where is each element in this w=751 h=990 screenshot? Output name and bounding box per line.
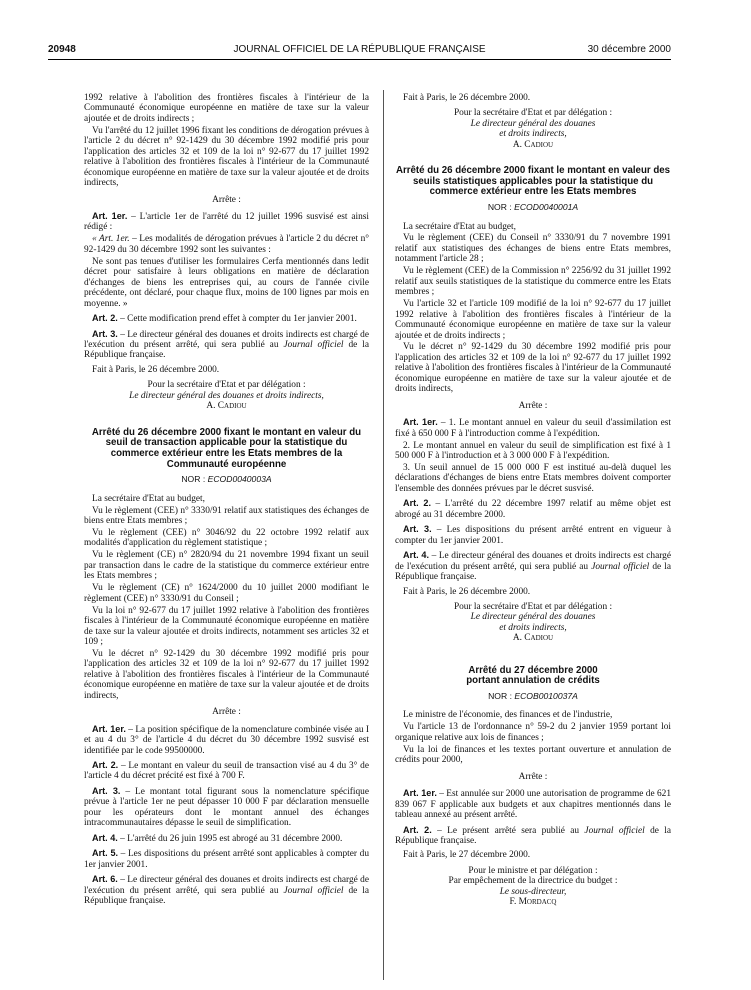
right-column bbox=[395, 93, 671, 908]
paragraph: 3. Un seuil annuel de 15 000 000 F est institué au-delà duquel les déclarations d'échanges de biens entre Etats membres doivent comporter l'ensemble des données prévues par le décret susvisé. bbox=[395, 463, 671, 494]
article-text: – 1. Le montant annuel en valeur du seuil d'assimilation est fixé à 650 000 F à l'introduction comme à l'expédition. bbox=[395, 418, 671, 439]
journal-name: Journal officiel bbox=[283, 885, 344, 896]
article-text: de la République française. bbox=[84, 340, 369, 361]
paragraph: Vu le règlement (CEE) du Conseil n° 3330/91 du 7 novembre 1991 relatif aux statistiques des échanges de biens entre Etats membres, notamment l'article 28 ; bbox=[395, 233, 671, 265]
article-text: – L'article 1er de l'arrêté du 12 juillet 1996 susvisé est ainsi rédigé : bbox=[84, 212, 369, 233]
nor-label: NOR : bbox=[488, 691, 515, 701]
article-text: – Les modalités de dérogation prévues à l'article 2 du décret n° 92-1429 du 30 décembre 1992 sont les suivantes : bbox=[84, 234, 369, 255]
issue-date: 30 décembre 2000 bbox=[587, 44, 671, 55]
journal-name: Journal officiel bbox=[283, 340, 344, 351]
signature-role: et droits indirects, bbox=[499, 622, 567, 633]
article-label: Art. 3. bbox=[92, 785, 121, 796]
signature-role: et droits indirects, bbox=[499, 129, 567, 140]
signature-line: Pour la secrétaire d'Etat et par délégation : bbox=[453, 108, 613, 119]
article bbox=[84, 848, 369, 870]
nor-code: ECOD0040003A bbox=[207, 474, 272, 485]
article bbox=[395, 524, 671, 546]
signature-place-date: Fait à Paris, le 26 décembre 2000. bbox=[92, 364, 220, 375]
article-label: Art. 4. bbox=[403, 550, 430, 561]
article bbox=[395, 788, 671, 820]
paragraph: Vu le règlement (CEE) n° 3330/91 relatif aux statistiques des échanges de biens entre Etats membres ; bbox=[84, 505, 369, 526]
article-text: – L'arrêté du 26 juin 1995 est abrogé au 31 décembre 2000. bbox=[117, 833, 343, 844]
article-label: Art. 1er. bbox=[403, 417, 438, 428]
paragraph: Le ministre de l'économie, des finances et de l'industrie, bbox=[403, 710, 613, 721]
nor-label: NOR : bbox=[487, 202, 515, 213]
signature-line: Pour le ministre et par délégation : bbox=[468, 865, 598, 876]
journal-name: Journal officiel bbox=[584, 825, 645, 836]
article-text: – Est annulée sur 2000 une autorisation de programme de 621 839 067 F applicable aux budgets et aux chapitres mentionnés dans le tableau annexé au présent arrêté. bbox=[395, 789, 672, 821]
article bbox=[84, 313, 369, 324]
article-text: – La position spécifique de la nomenclature combinée visée au I et au 4 du 3° de l'article 4 du décret du 30 décembre 1992 susvisé est identifiée par le code 99500000. bbox=[84, 724, 369, 756]
article-label: Art. 4. bbox=[92, 832, 118, 843]
paragraph: Vu le règlement (CEE) de la Commission n° 2256/92 du 31 juillet 1992 relatif aux seuils statistiques de la statistique du commerce entre les Etats membres ; bbox=[395, 266, 671, 298]
nor-label: NOR : bbox=[181, 474, 208, 485]
article bbox=[84, 760, 369, 782]
arrete-heading: Arrête : bbox=[518, 771, 548, 782]
arrete-heading: Arrête : bbox=[212, 194, 241, 205]
nor-code: ECOB0010037A bbox=[514, 691, 578, 701]
signature-role: Le directeur général des douanes bbox=[470, 118, 596, 129]
signature-role: Le directeur général des douanes et droits indirects, bbox=[129, 390, 324, 401]
arrete-title: Arrêté du 26 décembre 2000 fixant le montant en valeur des seuils statistiques applicables pour la statistique du commerce extérieur entre les Etats membres bbox=[395, 165, 671, 198]
arrete-title-line: portant annulation de crédits bbox=[466, 675, 600, 687]
paragraph: La secrétaire d'Etat au budget, bbox=[92, 493, 205, 504]
signature-place-date: Fait à Paris, le 26 décembre 2000. bbox=[403, 93, 531, 103]
paragraph: Vu l'article 32 et l'article 109 modifié de la loi n° 92-677 du 17 juillet 1992 relative à l'abolition des frontières fiscales à l'intérieur de la Communauté économique européenne en matière de taxe sur la valeur ajoutée et de droits indirects ; bbox=[395, 299, 671, 341]
paragraph: Vu la loi n° 92-677 du 17 juillet 1992 relative à l'abolition des frontières fiscales à l'intérieur de la Communauté économique européenne en matière de taxe sur la valeur ajoutée et droits indirects, notamment ses articles 32 et 109 ; bbox=[84, 605, 369, 647]
article-label: Art. 2. bbox=[403, 498, 431, 509]
article-text: – Le présent arrêté sera publié au bbox=[431, 825, 585, 836]
signature-place-date: Fait à Paris, le 26 décembre 2000. bbox=[403, 586, 531, 597]
signature-role: Le sous-directeur, bbox=[499, 886, 567, 897]
header-rule bbox=[48, 59, 671, 60]
paragraph: Vu le règlement (CE) n° 2820/94 du 21 novembre 1994 fixant un seuil par transaction dans le cadre de la statistique du commerce extérieur entre les Etats membres ; bbox=[84, 550, 369, 582]
article-label: Art. 2. bbox=[92, 759, 119, 770]
paragraph: La secrétaire d'Etat au budget, bbox=[403, 221, 516, 232]
article-label: Art. 1er. bbox=[92, 723, 126, 734]
journal-name: Journal officiel bbox=[591, 561, 650, 572]
article-text: – Les dispositions du présent arrêté sont applicables à compter du 1er janvier 2001. bbox=[84, 849, 369, 870]
arrete-heading: Arrête : bbox=[518, 400, 548, 411]
signatory-name: A. Cadiou bbox=[512, 633, 554, 644]
page-header bbox=[48, 44, 671, 58]
article-text: de la République française. bbox=[84, 885, 369, 906]
signature-line: Pour la secrétaire d'Etat et par délégation : bbox=[147, 380, 306, 391]
signatory-name: A. Cadiou bbox=[206, 401, 247, 412]
signature-place-date: Fait à Paris, le 27 décembre 2000. bbox=[403, 850, 531, 861]
journal-title: JOURNAL OFFICIEL DE LA RÉPUBLIQUE FRANÇAISE bbox=[233, 44, 486, 55]
paragraph: Vu le décret n° 92-1429 du 30 décembre 1992 modifié pris pour l'application des articles 32 et 109 de la loi n° 92-677 du 17 juillet 1992 relative à l'abolition des frontières fiscales à l'intérieur de la Communauté économique européenne en matière de taxe sur la valeur ajoutée et de droits indirects, bbox=[395, 342, 671, 395]
article-text: – L'arrêté du 22 décembre 1997 relatif au même objet est abrogé au 31 décembre 2000. bbox=[395, 499, 671, 520]
paragraph: Vu la loi de finances et les textes portant ouverture et annulation de crédits pour 2000, bbox=[395, 744, 671, 766]
article bbox=[395, 550, 671, 582]
signature-role: Le directeur général des douanes bbox=[470, 612, 596, 623]
article-text: – Le directeur général des douanes et droits indirects est chargé de l'exécution du présent arrêté, qui sera publié au bbox=[395, 551, 671, 572]
article-label: « Art. 1er. bbox=[92, 234, 130, 245]
article-label: Art. 5. bbox=[92, 848, 119, 859]
article-text: de la République française. bbox=[395, 561, 671, 583]
paragraph: Vu le règlement (CEE) n° 3046/92 du 22 octobre 1992 relatif aux modalités d'application du règlement statistique ; bbox=[84, 527, 369, 549]
article-label: Art. 2. bbox=[92, 313, 118, 324]
article bbox=[84, 329, 369, 361]
arrete-title: Arrêté du 26 décembre 2000 fixant le montant en valeur du seuil de transaction applicable pour la statistique du commerce extérieur entre les Etats membres de la Communauté européenne bbox=[91, 426, 362, 470]
article-label: Art. 1er. bbox=[92, 211, 128, 222]
article-text: – Le directeur général des douanes et droits indirects est chargé de l'exécution du présent arrêté, qui sera publié au bbox=[84, 875, 370, 896]
article-text: – Les dispositions du présent arrêté entrent en vigueur à compter du 1er janvier 2001. bbox=[395, 525, 671, 546]
left-column bbox=[84, 93, 369, 908]
paragraph: Vu le décret n° 92-1429 du 30 décembre 1992 modifié pris pour l'application des articles 32 et 109 de la loi n° 92-677 du 17 juillet 1992 relative à l'abolition des frontières fiscales à l'intérieur de la Communauté économique européenne en matière de taxe sur la valeur ajoutée et de droits indirects, bbox=[84, 648, 369, 701]
article-text: – Le directeur général des douanes et droits indirects est chargé de l'exécution du présent arrêté, qui sera publié au bbox=[84, 329, 370, 351]
nor-code: ECOD0040001A bbox=[514, 202, 579, 213]
paragraph: Ne sont pas tenues d'utiliser les formulaires Cerfa mentionnés dans ledit décret pour satisfaire à leurs obligations en matière de déclaration d'échanges de biens les entreprises qui, au cours de l'année civile précédente, ont déclaré, pour chaque flux, moins de 100 lignes par mois en moyenne. » bbox=[84, 256, 369, 309]
article-label: Art. 6. bbox=[92, 874, 118, 885]
nor-reference bbox=[395, 691, 671, 701]
article bbox=[395, 417, 671, 439]
article-text: de la République française. bbox=[395, 825, 672, 846]
article-label: Art. 3. bbox=[403, 524, 432, 535]
paragraph: Vu l'arrêté du 12 juillet 1996 fixant les conditions de dérogation prévues à l'article 2 du décret n° 92-1429 du 30 décembre 1992 modifié pris pour l'application des articles 32 et 109 de la loi n° 92-677 du 17 juillet 1992 relative à l'abolition des frontières fiscales à l'intérieur de la Communauté économique européenne en matière de taxe sur la valeur ajoutée et de droits indirects, bbox=[84, 125, 369, 189]
article bbox=[84, 724, 369, 756]
article-quote bbox=[84, 234, 369, 255]
article bbox=[84, 786, 369, 829]
signature-line: Par empêchement de la directrice du budget : bbox=[448, 876, 618, 887]
article bbox=[395, 825, 671, 847]
article-text: – Cette modification prend effet à compter du 1er janvier 2001. bbox=[117, 314, 357, 325]
page-number: 20948 bbox=[48, 44, 76, 55]
paragraph: Vu le règlement (CE) n° 1624/2000 du 10 juillet 2000 modifiant le règlement (CEE) n° 3330/91 du Conseil ; bbox=[84, 583, 369, 604]
arrete-title-line: Arrêté du 27 décembre 2000 bbox=[468, 664, 598, 676]
article bbox=[84, 833, 369, 844]
article bbox=[84, 211, 369, 233]
signature-line: Pour la secrétaire d'Etat et par délégation : bbox=[453, 602, 613, 612]
article bbox=[84, 874, 369, 906]
article-label: Art. 2. bbox=[403, 824, 432, 835]
article-label: Art. 1er. bbox=[403, 788, 437, 799]
paragraph: Vu l'article 13 de l'ordonnance n° 59-2 du 2 janvier 1959 portant loi organique relative aux lois de finances ; bbox=[395, 722, 671, 743]
article-text: – Le montant total figurant sous la nomenclature spécifique prévue à l'article 1er ne peut dépasser 10 000 F par déclaration mensuelle pour les opérateurs dont le montant annuel des échanges intracommunautaires dépasse le seuil de simplification. bbox=[84, 786, 369, 829]
arrete-title bbox=[395, 666, 671, 687]
paragraph: 2. Le montant annuel en valeur du seuil de simplification est fixé à 1 500 000 F à l'introduction et à 3 000 000 F à l'expédition. bbox=[395, 440, 671, 462]
article-label: Art. 3. bbox=[92, 328, 118, 339]
signatory-name: A. Cadiou bbox=[512, 139, 554, 150]
arrete-heading: Arrête : bbox=[212, 707, 241, 718]
nor-reference bbox=[395, 202, 671, 212]
article-text: – Le montant en valeur du seuil de transaction visé au 4 du 3° de l'article 4 du décret précité est fixé à 700 F. bbox=[84, 760, 369, 782]
paragraph: 1992 relative à l'abolition des frontières fiscales à l'intérieur de la Communauté économique européenne en matière de taxe sur la valeur ajoutée et de droits indirects ; bbox=[84, 93, 369, 124]
signatory-name: F. Mordacq bbox=[509, 897, 557, 908]
nor-reference bbox=[84, 474, 369, 484]
column-divider bbox=[383, 90, 384, 980]
article bbox=[395, 498, 671, 520]
